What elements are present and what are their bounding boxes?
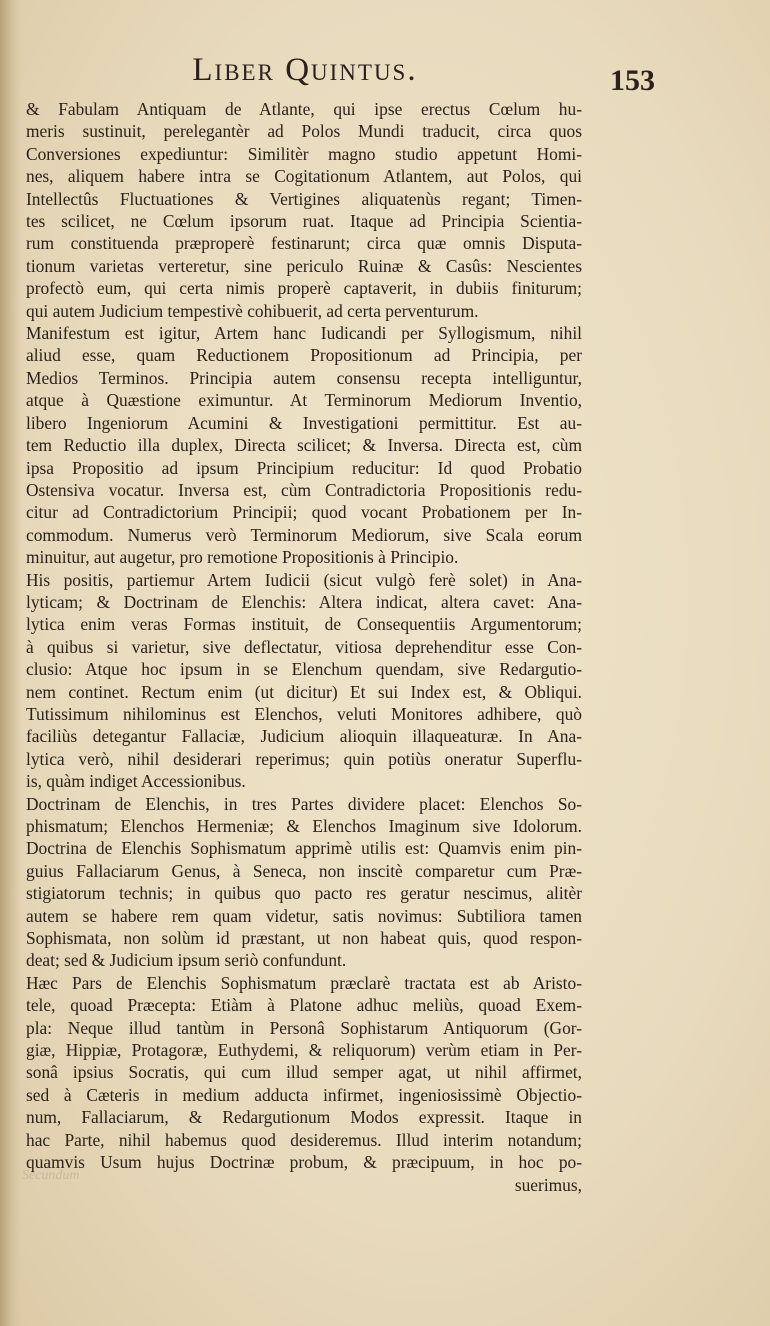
text-line: Conversiones expediuntur: Similitèr magno studio appetunt Homi- — [26, 143, 582, 164]
text-line: autem se habere rem quam videtur, satis novimus: Subtiliora tamen — [26, 905, 582, 926]
text-line: rum constituenda præproperè festinarunt; circa quæ omnis Disputa- — [26, 233, 582, 254]
text-line: deat; sed & Judicium ipsum seriò confundunt. — [26, 950, 347, 971]
text-line: meris sustinuit, perelegantèr ad Polos Mundi traducit, circa quos — [26, 121, 582, 142]
text-line: giæ, Hippiæ, Protagoræ, Euthydemi, & reliquorum) verùm etiam in Per- — [26, 1040, 582, 1061]
text-line: à quibus si varietur, sive deflectatur, vitiosa deprehenditur esse Con- — [26, 636, 582, 657]
text-line: minuitur, aut augetur, pro remotione Propositionis à Principio. — [26, 547, 459, 568]
text-line: Manifestum est igitur, Artem hanc Iudicandi per Syllogismum, nihil — [26, 323, 582, 344]
text-line: sonâ ipsius Socratis, qui cum illud semper agat, ut nihil affirmet, — [26, 1062, 582, 1083]
text-line: phismatum; Elenchos Hermeniæ; & Elenchos Imaginum sive Idolorum. — [26, 816, 582, 836]
text-line: nem continet. Rectum enim (ut dicitur) Et sui Index est, & Obliqui. — [26, 681, 582, 702]
text-line: lytica enim veras Formas instituit, de Consequentiis Argumentorum; — [26, 614, 582, 635]
text-line: tes scilicet, ne Cœlum ipsorum ruat. Itaque ad Principia Scientia- — [26, 211, 582, 232]
text-line: tele, quoad Præcepta: Etiàm à Platone adhuc meliùs, quoad Exem- — [26, 995, 582, 1016]
text-line: guius Fallaciarum Genus, à Seneca, non inscitè comparetur cum Præ- — [26, 860, 582, 881]
text-line: libero Ingeniorum Acumini & Investigationi permittitur. Est au- — [26, 412, 582, 433]
text-line: aliud esse, quam Reductionem Propositionum ad Principia, per — [26, 345, 582, 366]
text-line: stigiatorum technis; in quibus quo pacto res geratur nescimus, alitèr — [26, 883, 582, 904]
text-line: Medios Terminos. Principia autem consensu recepta intelliguntur, — [26, 367, 582, 388]
text-line: lyticam; & Doctrinam de Elenchis: Altera indicat, altera cavet: Ana- — [26, 591, 582, 612]
text-line: commodum. Numerus verò Terminorum Mediorum, sive Scala eorum — [26, 524, 582, 545]
text-line: Doctrinam de Elenchis, in tres Partes dividere placet: Elenchos So- — [26, 793, 582, 814]
text-line: atque à Quæstione eximuntur. At Terminorum Mediorum Inventio, — [26, 390, 582, 411]
text-line: Intellectûs Fluctuationes & Vertigines aliquatenùs regant; Timen- — [26, 188, 582, 209]
text-line: quamvis Usum hujus Doctrinæ probum, & præcipuum, in hoc po- — [26, 1152, 582, 1173]
text-line: hac Parte, nihil habemus quod desideremus. Illud interim notandum; — [26, 1129, 582, 1150]
text-line: Ostensiva vocatur. Inversa est, cùm Contradictoria Propositionis redu- — [26, 479, 582, 500]
page-gutter — [0, 0, 22, 1326]
text-line: sed à Cæteris in medium adducta infirmet, ingeniosissimè Objectio- — [26, 1084, 582, 1105]
text-line: tem Reductio illa duplex, Directa scilicet; & Inversa. Directa est, cùm — [26, 435, 582, 456]
text-line: lytica verò, nihil desiderari reperimus; quin potiùs oneratur Superflu- — [26, 748, 582, 769]
text-line: profectò eum, qui certa nimis properè captaverit, in dubiis finiturum; — [26, 278, 582, 299]
text-line: num, Fallaciarum, & Redargutionum Modos expressit. Itaque in — [26, 1107, 582, 1128]
body-text — [26, 98, 582, 1196]
text-line: Sophismata, non solùm id præstant, ut non habeat quis, quod respon- — [26, 928, 582, 949]
text-line: is, quàm indiget Accessionibus. — [26, 771, 246, 792]
text-line: Doctrina de Elenchis Sophismatum apprimè utilis est: Quamvis enim pin- — [26, 838, 582, 859]
text-line: nes, aliquem habere intra se Cogitationum Atlantem, aut Polos, qui — [26, 166, 582, 187]
text-line: qui autem Judicium tempestivè cohibuerit, ad certa perventurum. — [26, 300, 479, 321]
text-line: ipsa Propositio ad ipsum Principium reducitur: Id quod Probatio — [26, 457, 582, 478]
text-line: His positis, partiemur Artem Iudicii (sicut vulgò ferè solet) in Ana- — [26, 569, 582, 590]
bleed-through-text: Secundum — [22, 1168, 80, 1183]
text-line: suerimus, — [514, 1174, 582, 1195]
text-line: tionum varietas verteretur, sine periculo Ruinæ & Casûs: Nescientes — [26, 255, 582, 276]
text-line: Hæc Pars de Elenchis Sophismatum præclarè tractata est ab Aristo- — [26, 972, 582, 993]
text-line: pla: Neque illud tantùm in Personâ Sophistarum Antiquorum (Gor- — [26, 1017, 582, 1038]
page-number: 153 — [610, 64, 655, 97]
text-line: faciliùs detegantur Fallaciæ, Judicium alioquin illaqueaturæ. In Ana- — [26, 726, 582, 747]
text-line: Tutissimum nihilominus est Elenchos, veluti Monitores adhibere, quò — [26, 703, 582, 724]
text-line: & Fabulam Antiquam de Atlante, qui ipse erectus Cœlum hu- — [26, 99, 582, 119]
text-line: citur ad Contradictorium Principii; quod vocant Probationem per In- — [26, 502, 582, 523]
text-line: clusio: Atque hoc ipsum in se Elenchum quendam, sive Redargutio- — [26, 659, 582, 680]
running-title: Liber Quintus. — [192, 52, 418, 88]
